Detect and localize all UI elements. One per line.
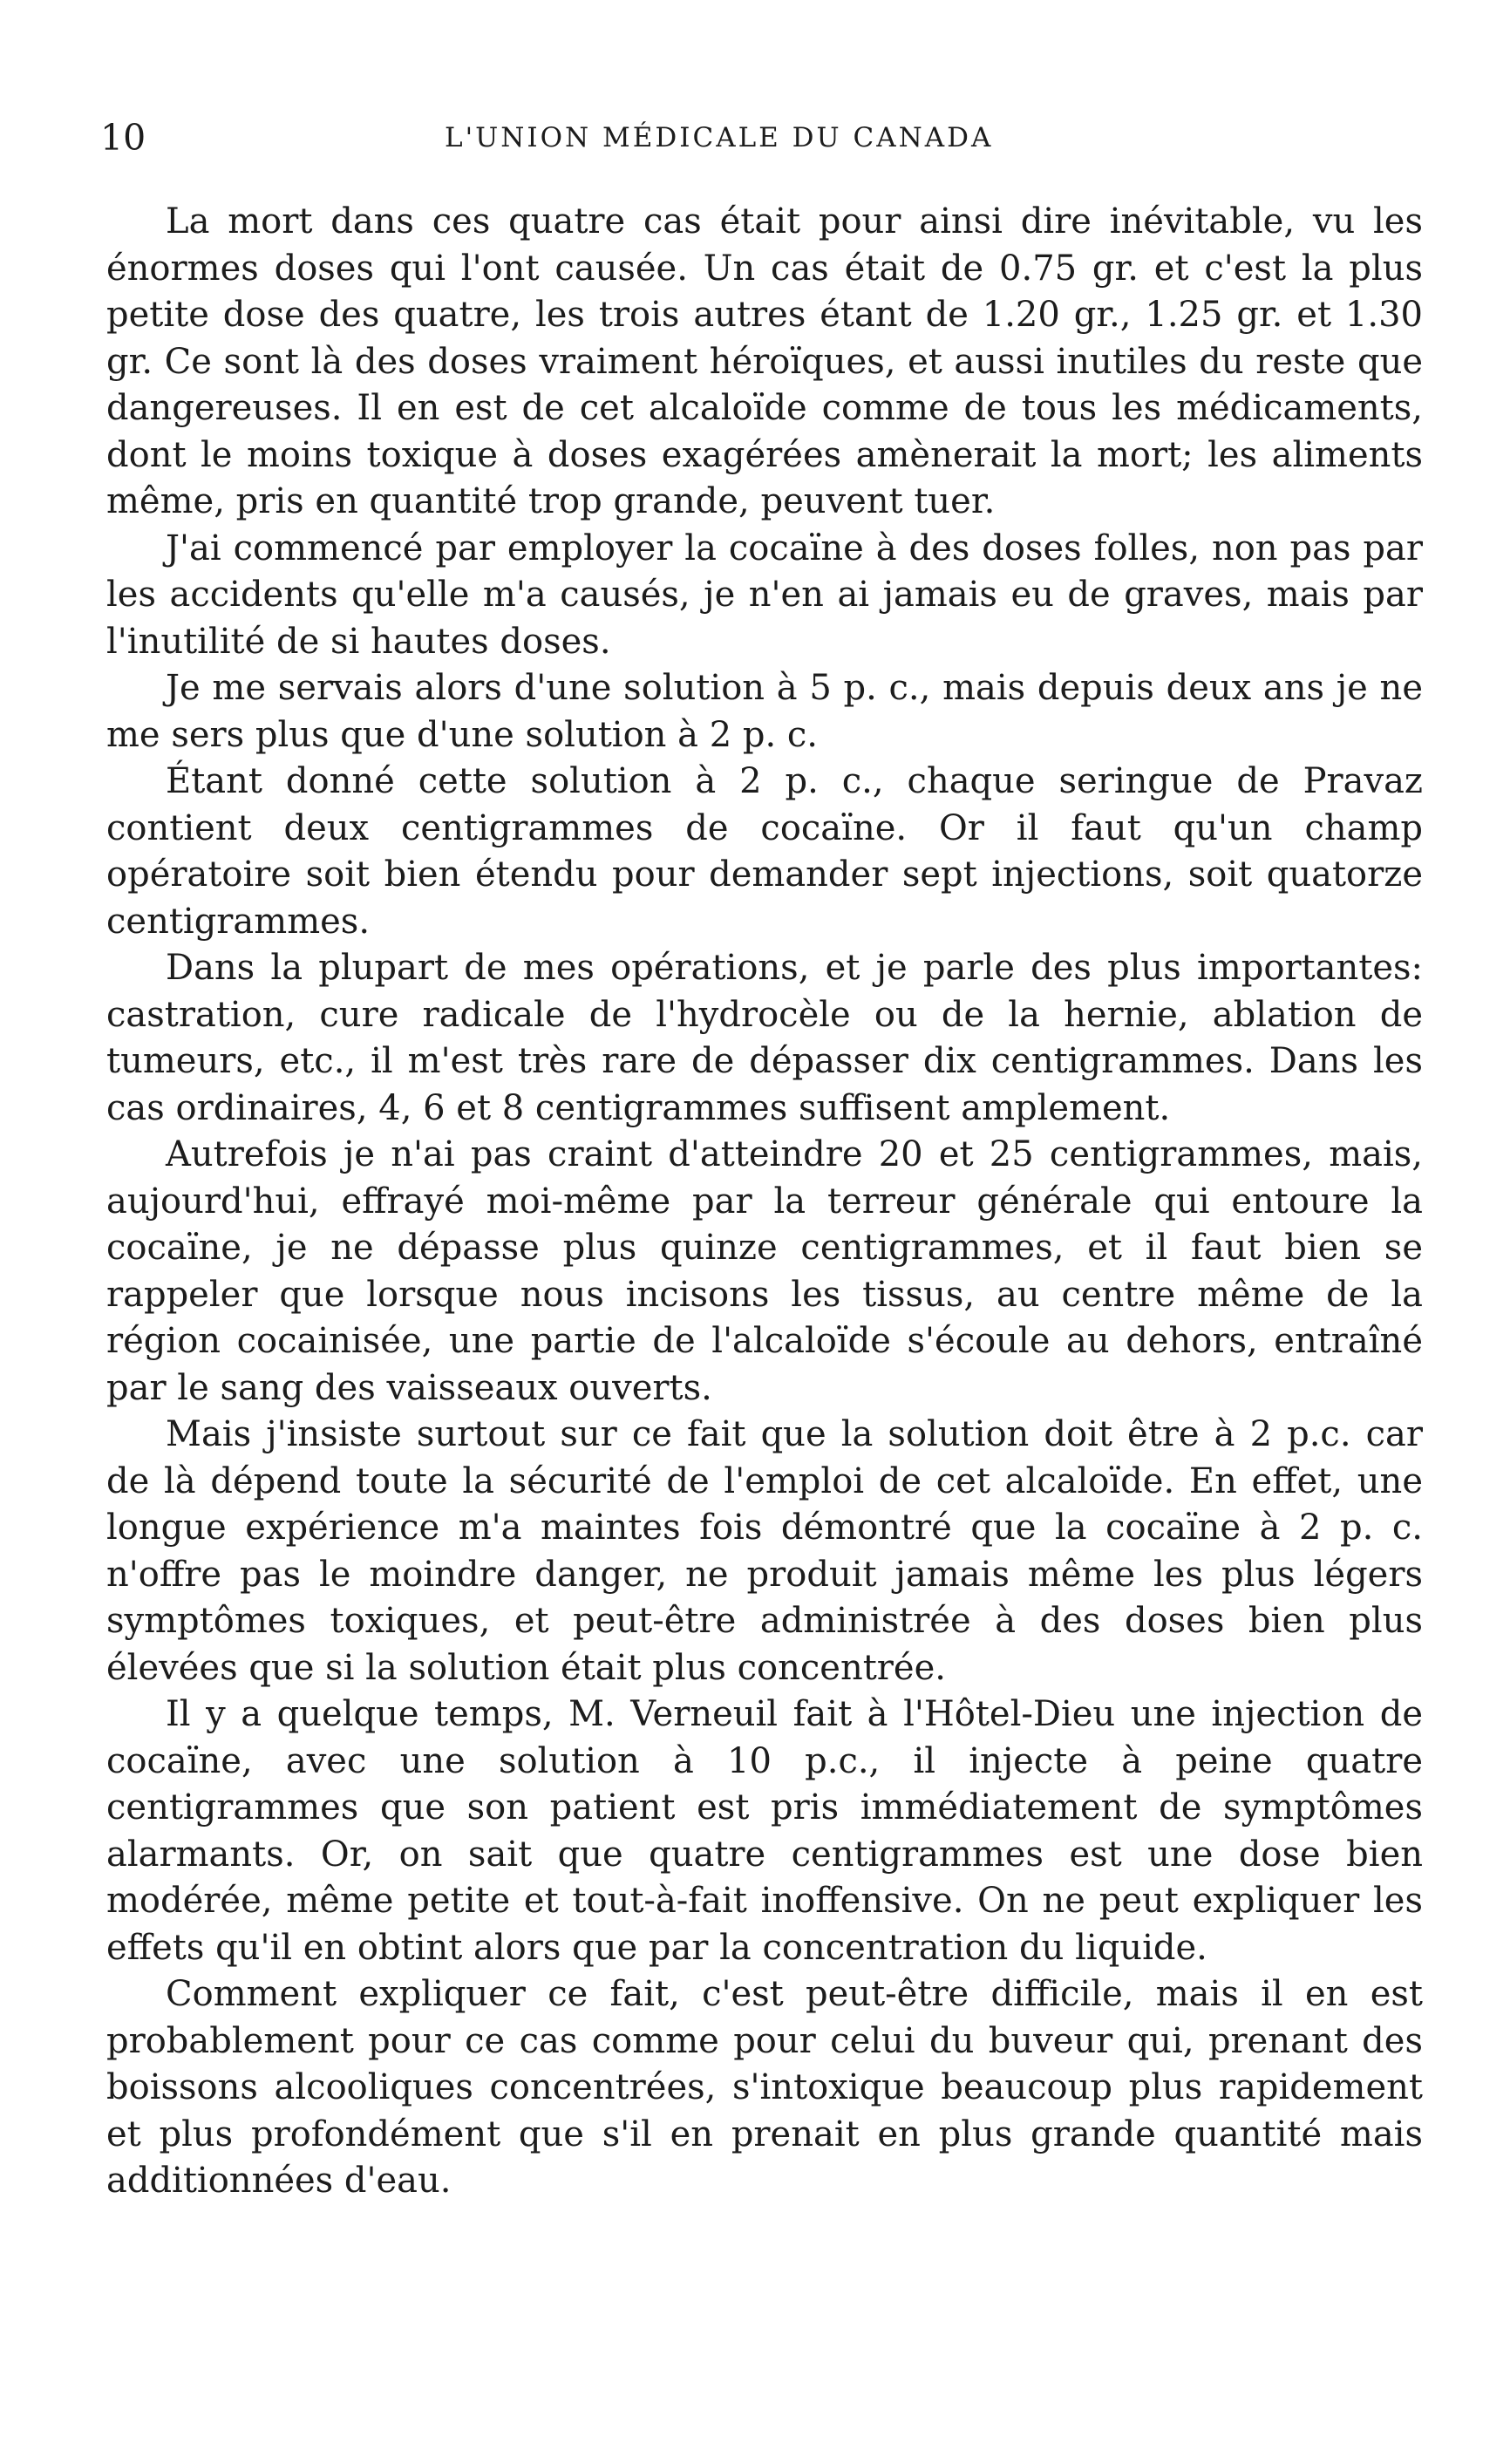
page-number: 10 xyxy=(100,117,146,159)
paragraph: Dans la plupart de mes opérations, et je parle des plus importantes: castration, cure radicale de l'hydrocèle ou de la hernie, ablation de tumeurs, etc., il m'est très rare de dépasser dix centigrammes. Dans les cas ordinaires, 4, 6 et 8 centigrammes suffisent amplement. xyxy=(106,948,1423,1128)
paragraph: Il y a quelque temps, M. Verneuil fait à l'Hôtel-Dieu une injection de cocaïne, avec une solution à 10 p.c., il injecte à peine quatre centigrammes que son patient est pris immédiatement de symptômes alarmants. Or, on sait que quatre centigrammes est une dose bien modérée, même petite et tout-à-fait inoffensive. On ne peut expliquer les effets qu'il en obtint alors que par la concentration du liquide. xyxy=(106,1694,1423,1968)
paragraph: La mort dans ces quatre cas était pour ainsi dire inévitable, vu les énormes doses qui l'ont causée. Un cas était de 0.75 gr. et c'est la plus petite dose des quatre, les trois autres étant de 1.20 gr., 1.25 gr. et 1.30 gr. Ce sont là des doses vraiment héroïques, et aussi inutiles du reste que dangereuses. Il en est de cet alcaloïde comme de tous les médicaments, dont le moins toxique à doses exagérées amènerait la mort; les aliments même, pris en quantité trop grande, peuvent tuer. xyxy=(106,201,1423,521)
paragraph: Mais j'insiste surtout sur ce fait que la solution doit être à 2 p.c. car de là dépend toute la sécurité de l'emploi de cet alcaloïde. En effet, une longue expérience m'a maintes fois démontré que la cocaïne à 2 p. c. n'offre pas le moindre danger, ne produit jamais même les plus légers symptômes toxiques, et peut-être administrée à des doses bien plus élevées que si la solution était plus concentrée. xyxy=(106,1414,1423,1688)
paragraph: Étant donné cette solution à 2 p. c., chaque seringue de Pravaz contient deux centigrammes de cocaïne. Or il faut qu'un champ opératoire soit bien étendu pour demander sept injections, soit quatorze centigrammes. xyxy=(106,761,1423,942)
paragraph: Autrefois je n'ai pas craint d'atteindre 20 et 25 centigrammes, mais, aujourd'hui, effrayé moi-même par la terreur générale qui entoure la cocaïne, je ne dépasse plus quinze centigrammes, et il faut bien se rappeler que lorsque nous incisons les tissus, au centre même de la région cocainisée, une partie de l'alcaloïde s'écoule au dehors, entraîné par le sang des vaisseaux ouverts. xyxy=(106,1134,1423,1408)
paragraph: Je me servais alors d'une solution à 5 p. c., mais depuis deux ans je ne me sers plus que d'une solution à 2 p. c. xyxy=(106,668,1423,755)
running-title: L'UNION MÉDICALE DU CANADA xyxy=(445,122,994,153)
paragraph: Comment expliquer ce fait, c'est peut-être difficile, mais il en est probablement pour ce cas comme pour celui du buveur qui, prenant des boissons alcooliques concentrées, s'intoxique beaucoup plus rapidement et plus profondément que s'il en prenait en plus grande quantité mais additionnées d'eau. xyxy=(106,1974,1423,2201)
article-body xyxy=(106,199,1423,2205)
paragraph: J'ai commencé par employer la cocaïne à des doses folles, non pas par les accidents qu'elle m'a causés, je n'en ai jamais eu de graves, mais par l'inutilité de si hautes doses. xyxy=(106,528,1423,662)
page-header xyxy=(100,112,1408,164)
